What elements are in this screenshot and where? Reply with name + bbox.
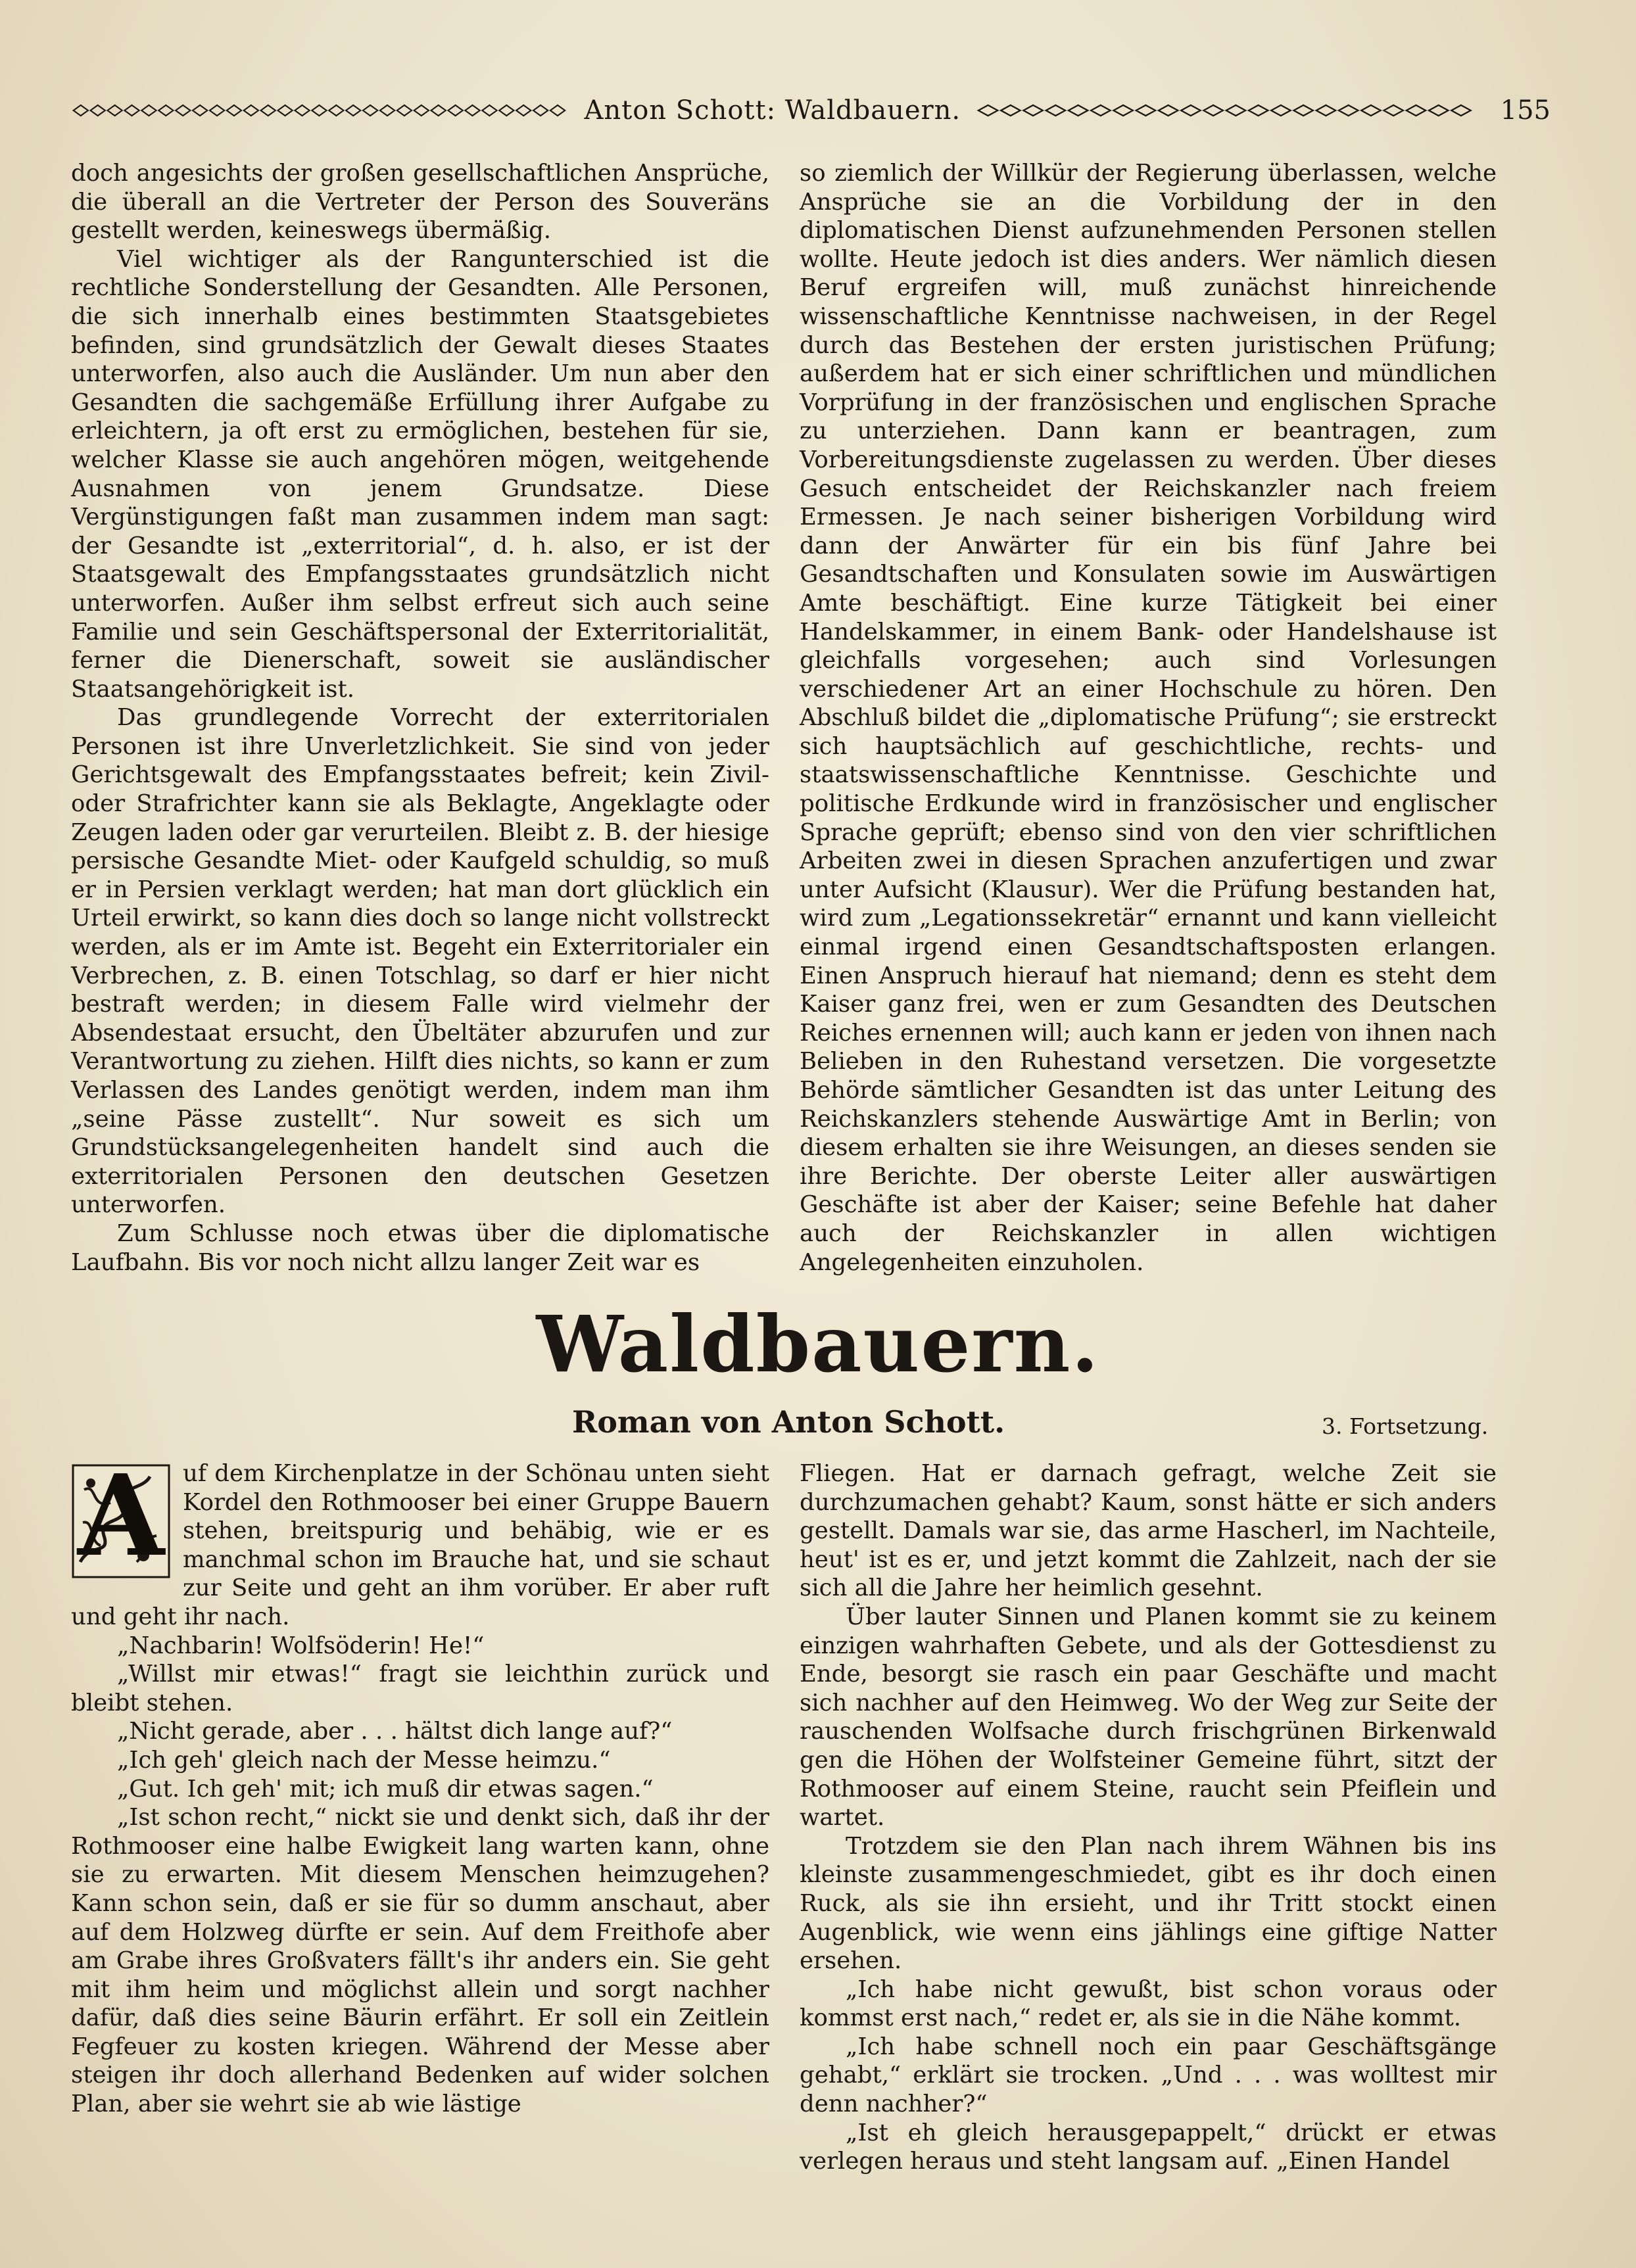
paragraph: „Nicht gerade, aber . . . hältst dich lange auf?“ xyxy=(117,1718,673,1745)
ornament-left-icon xyxy=(71,103,570,118)
story-right-column xyxy=(800,1459,1497,2176)
story-left-column xyxy=(71,1450,769,2119)
paragraph: „Ist schon recht,“ nickt sie und denkt sich, daß ihr der Rothmooser eine halbe Ewigkeit lang warten kann, ohne sie zu erwarten. Mit diesem Menschen heimzugehen? Kann schon sein, daß er sie für so dumm anschaut, aber auf dem Holzweg dürfte er sein. Auf dem Freithofe aber am Grabe ihres Großvaters fällt's ihr anders ein. Sie geht mit ihm heim und möglichst allein und sorgt nachher dafür, daß dies seine Bäurin erfährt. Er soll ein Zeitlein Fegfeuer zu kosten kriegen. Während der Messe aber steigen ihr doch allerhand Bedenken auf wider solchen Plan, aber sie wehrt sie ab wie lästige xyxy=(71,1804,769,2118)
article-left-column xyxy=(71,159,769,1277)
paragraph: Zum Schlusse noch etwas über die diplomatische Laufbahn. Bis vor noch nicht allzu langer Zeit war es xyxy=(71,1219,769,1276)
running-title: Anton Schott: Waldbauern. xyxy=(584,95,961,126)
dropcap xyxy=(71,1450,171,1582)
paragraph: „Willst mir etwas!“ fragt sie leichthin zurück und bleibt stehen. xyxy=(71,1661,769,1716)
byline: Roman von Anton Schott. xyxy=(572,1404,1005,1440)
paragraph: „Ich habe nicht gewußt, bist schon voraus oder kommst erst nach,“ redet er, als sie in die Nähe kommt. xyxy=(800,1975,1497,2032)
paragraph: Trotzdem sie den Plan nach ihrem Wähnen bis ins kleinste zusammengeschmiedet, gibt es ihr doch einen Ruck, als sie ihn ersieht, und ihr Tritt stockt einen Augenblick, wie wenn eins jählings eine giftige Natter ersehen. xyxy=(800,1832,1497,1975)
story-title: Waldbauern. xyxy=(536,1298,1100,1390)
article-right-column xyxy=(800,159,1497,1277)
dropcap-letter: A xyxy=(78,1450,164,1582)
ornament-rule-right xyxy=(975,103,1474,118)
installment-note: 3. Fortsetzung. xyxy=(1322,1413,1489,1439)
ornament-rule-left xyxy=(71,103,570,118)
first-paragraph xyxy=(71,1450,769,1632)
first-paragraph-text: uf dem Kirchenplatze in der Schönau unten sieht Kordel den Rothmooser bei einer Gruppe Bauern stehen, breitspurig und behäbig, wie er es manchmal schon im Brauche hat, und sie schaut zur Seite und geht an ihm vorüber. Er aber ruft und geht ihr nach. xyxy=(71,1460,769,1630)
paragraph: „Ich geh' gleich nach der Messe heimzu.“ xyxy=(117,1746,611,1774)
paragraph: „Gut. Ich geh' mit; ich muß dir etwas sagen.“ xyxy=(117,1775,654,1803)
paragraph: doch angesichts der großen gesellschaftlichen Ansprüche, die überall an die Vertreter der Person des Souveräns gestellt werden, keineswegs übermäßig. xyxy=(71,160,769,245)
paragraph: Viel wichtiger als der Rangunterschied ist die rechtliche Sonderstellung der Gesandten. Alle Personen, die sich innerhalb eines bestimmten Staatsgebietes befinden, sind grundsätzlich der Gewalt dieses Staates unterworfen, also auch die Ausländer. Um nun aber den Gesandten die sachgemäße Erfüllung ihrer Aufgabe zu erleichtern, ja oft erst zu ermöglichen, bestehen für sie, welcher Klasse sie auch angehören mögen, weitgehende Ausnahmen von jenem Grundsatze. Diese Vergünstigungen faßt man zusammen indem man sagt: der Gesandte ist „exterritorial“, d. h. also, er ist der Staatsgewalt des Empfangsstaates grundsätzlich nicht unterworfen. Außer ihm selbst erfreut sich auch seine Familie und sein Geschäftspersonal der Exterritorialität, ferner die Dienerschaft, soweit sie ausländischer Staatsangehörigkeit ist. xyxy=(71,245,769,703)
running-header xyxy=(71,91,1551,130)
paragraph: Fliegen. Hat er darnach gefragt, welche Zeit sie durchzumachen gehabt? Kaum, sonst hätte er sich anders gestellt. Damals war sie, das arme Hascherl, im Nachteile, heut' ist es er, und jetzt kommt die Zahlzeit, nach der sie sich all die Jahre her heimlich gesehnt. xyxy=(800,1460,1497,1602)
paragraph: „Nachbarin! Wolfsöderin! He!“ xyxy=(117,1632,485,1659)
page-number: 155 xyxy=(1500,95,1551,126)
paragraph: so ziemlich der Willkür der Regierung überlassen, welche Ansprüche sie an die Vorbildung der in den diplomatischen Dienst aufzunehmenden Personen stellen wollte. Heute jedoch ist dies anders. Wer nämlich diesen Beruf ergreifen will, muß zunächst hinreichende wissenschaftliche Kenntnisse nachweisen, in der Regel durch das Bestehen der ersten juristischen Prüfung; außerdem hat er sich einer schriftlichen und mündlichen Vorprüfung in der französischen und englischen Sprache zu unterziehen. Dann kann er beantragen, zum Vorbereitungsdienste zugelassen zu werden. Über dieses Gesuch entscheidet der Reichskanzler nach freiem Ermessen. Je nach seiner bisherigen Vorbildung wird dann der Anwärter für ein bis fünf Jahre bei Gesandtschaften und Konsulaten sowie im Auswärtigen Amte beschäftigt. Eine kurze Tätigkeit bei einer Handelskammer, in einem Bank- oder Handelshause ist gleichfalls vorgesehen; auch sind Vorlesungen verschiedener Art an einer Hochschule zu hören. Den Abschluß bildet die „diplomatische Prüfung“; sie erstreckt sich hauptsächlich auf geschichtliche, rechts- und staatswissenschaftliche Kenntnisse. Geschichte und politische Erdkunde wird in französischer und englischer Sprache geprüft; ebenso sind von den vier schriftlichen Arbeiten zwei in diesen Sprachen anzufertigen und zwar unter Aufsicht (Klausur). Wer die Prüfung bestanden hat, wird zum „Legationssekretär“ ernannt und kann vielleicht einmal irgend einen Gesandtschaftsposten erlangen. Einen Anspruch hierauf hat niemand; denn es steht dem Kaiser ganz frei, wen er zum Gesandten des Deutschen Reiches ernennen will; auch kann er jeden von ihnen nach Belieben in den Ruhestand versetzen. Die vorgesetzte Behörde sämtlicher Gesandten ist das unter Leitung des Reichskanzlers stehende Auswärtige Amt in Berlin; von diesem erhalten sie ihre Weisungen, an dieses senden sie ihre Berichte. Der oberste Leiter aller auswärtigen Geschäfte ist aber der Kaiser; seine Befehle hat daher auch der Reichskanzler in allen wichtigen Angelegenheiten einzuholen. xyxy=(800,160,1497,1276)
paragraph: „Ich habe schnell noch ein paar Geschäftsgänge gehabt,“ erklärt sie trocken. „Und . . . was wolltest mir denn nachher?“ xyxy=(800,2033,1497,2118)
paragraph: Über lauter Sinnen und Planen kommt sie zu keinem einzigen wahrhaften Gebete, und als der Gottesdienst zu Ende, besorgt sie rasch ein paar Geschäfte und macht sich nachher auf den Heimweg. Wo der Weg zur Seite der rauschenden Wolfsache durch frischgrünen Birkenwald gen die Höhen der Wolfsteiner Gemeine führt, sitzt der Rothmooser auf einem Steine, raucht sein Pfeiflein und wartet. xyxy=(800,1603,1497,1831)
ornament-right-icon xyxy=(975,103,1474,118)
paragraph: Das grundlegende Vorrecht der exterritorialen Personen ist ihre Unverletzlichkeit. Sie sind von jeder Gerichtsgewalt des Empfangsstaates befreit; kein Zivil- oder Strafrichter kann sie als Beklagte, Angeklagte oder Zeugen laden oder gar verurteilen. Bleibt z. B. der hiesige persische Gesandte Miet- oder Kaufgeld schuldig, so muß er in Persien verklagt werden; hat man dort glücklich ein Urteil erwirkt, so kann dies doch so lange nicht vollstreckt werden, als er im Amte ist. Begeht ein Exterritorialer ein Verbrechen, z. B. einen Totschlag, so darf er hier nicht bestraft werden; in diesem Falle wird vielmehr der Absendestaat ersucht, den Übeltäter abzurufen und zur Verantwortung zu ziehen. Hilft dies nichts, so kann er zum Verlassen des Landes genötigt werden, indem man ihm „seine Pässe zustellt“. Nur soweit es sich um Grundstücksangelegenheiten handelt sind auch die exterritorialen Personen den deutschen Gesetzen unterworfen. xyxy=(71,704,769,1219)
paragraph: „Ist eh gleich herausgepappelt,“ drückt er etwas verlegen heraus und steht langsam auf. „Einen Handel xyxy=(800,2119,1497,2175)
